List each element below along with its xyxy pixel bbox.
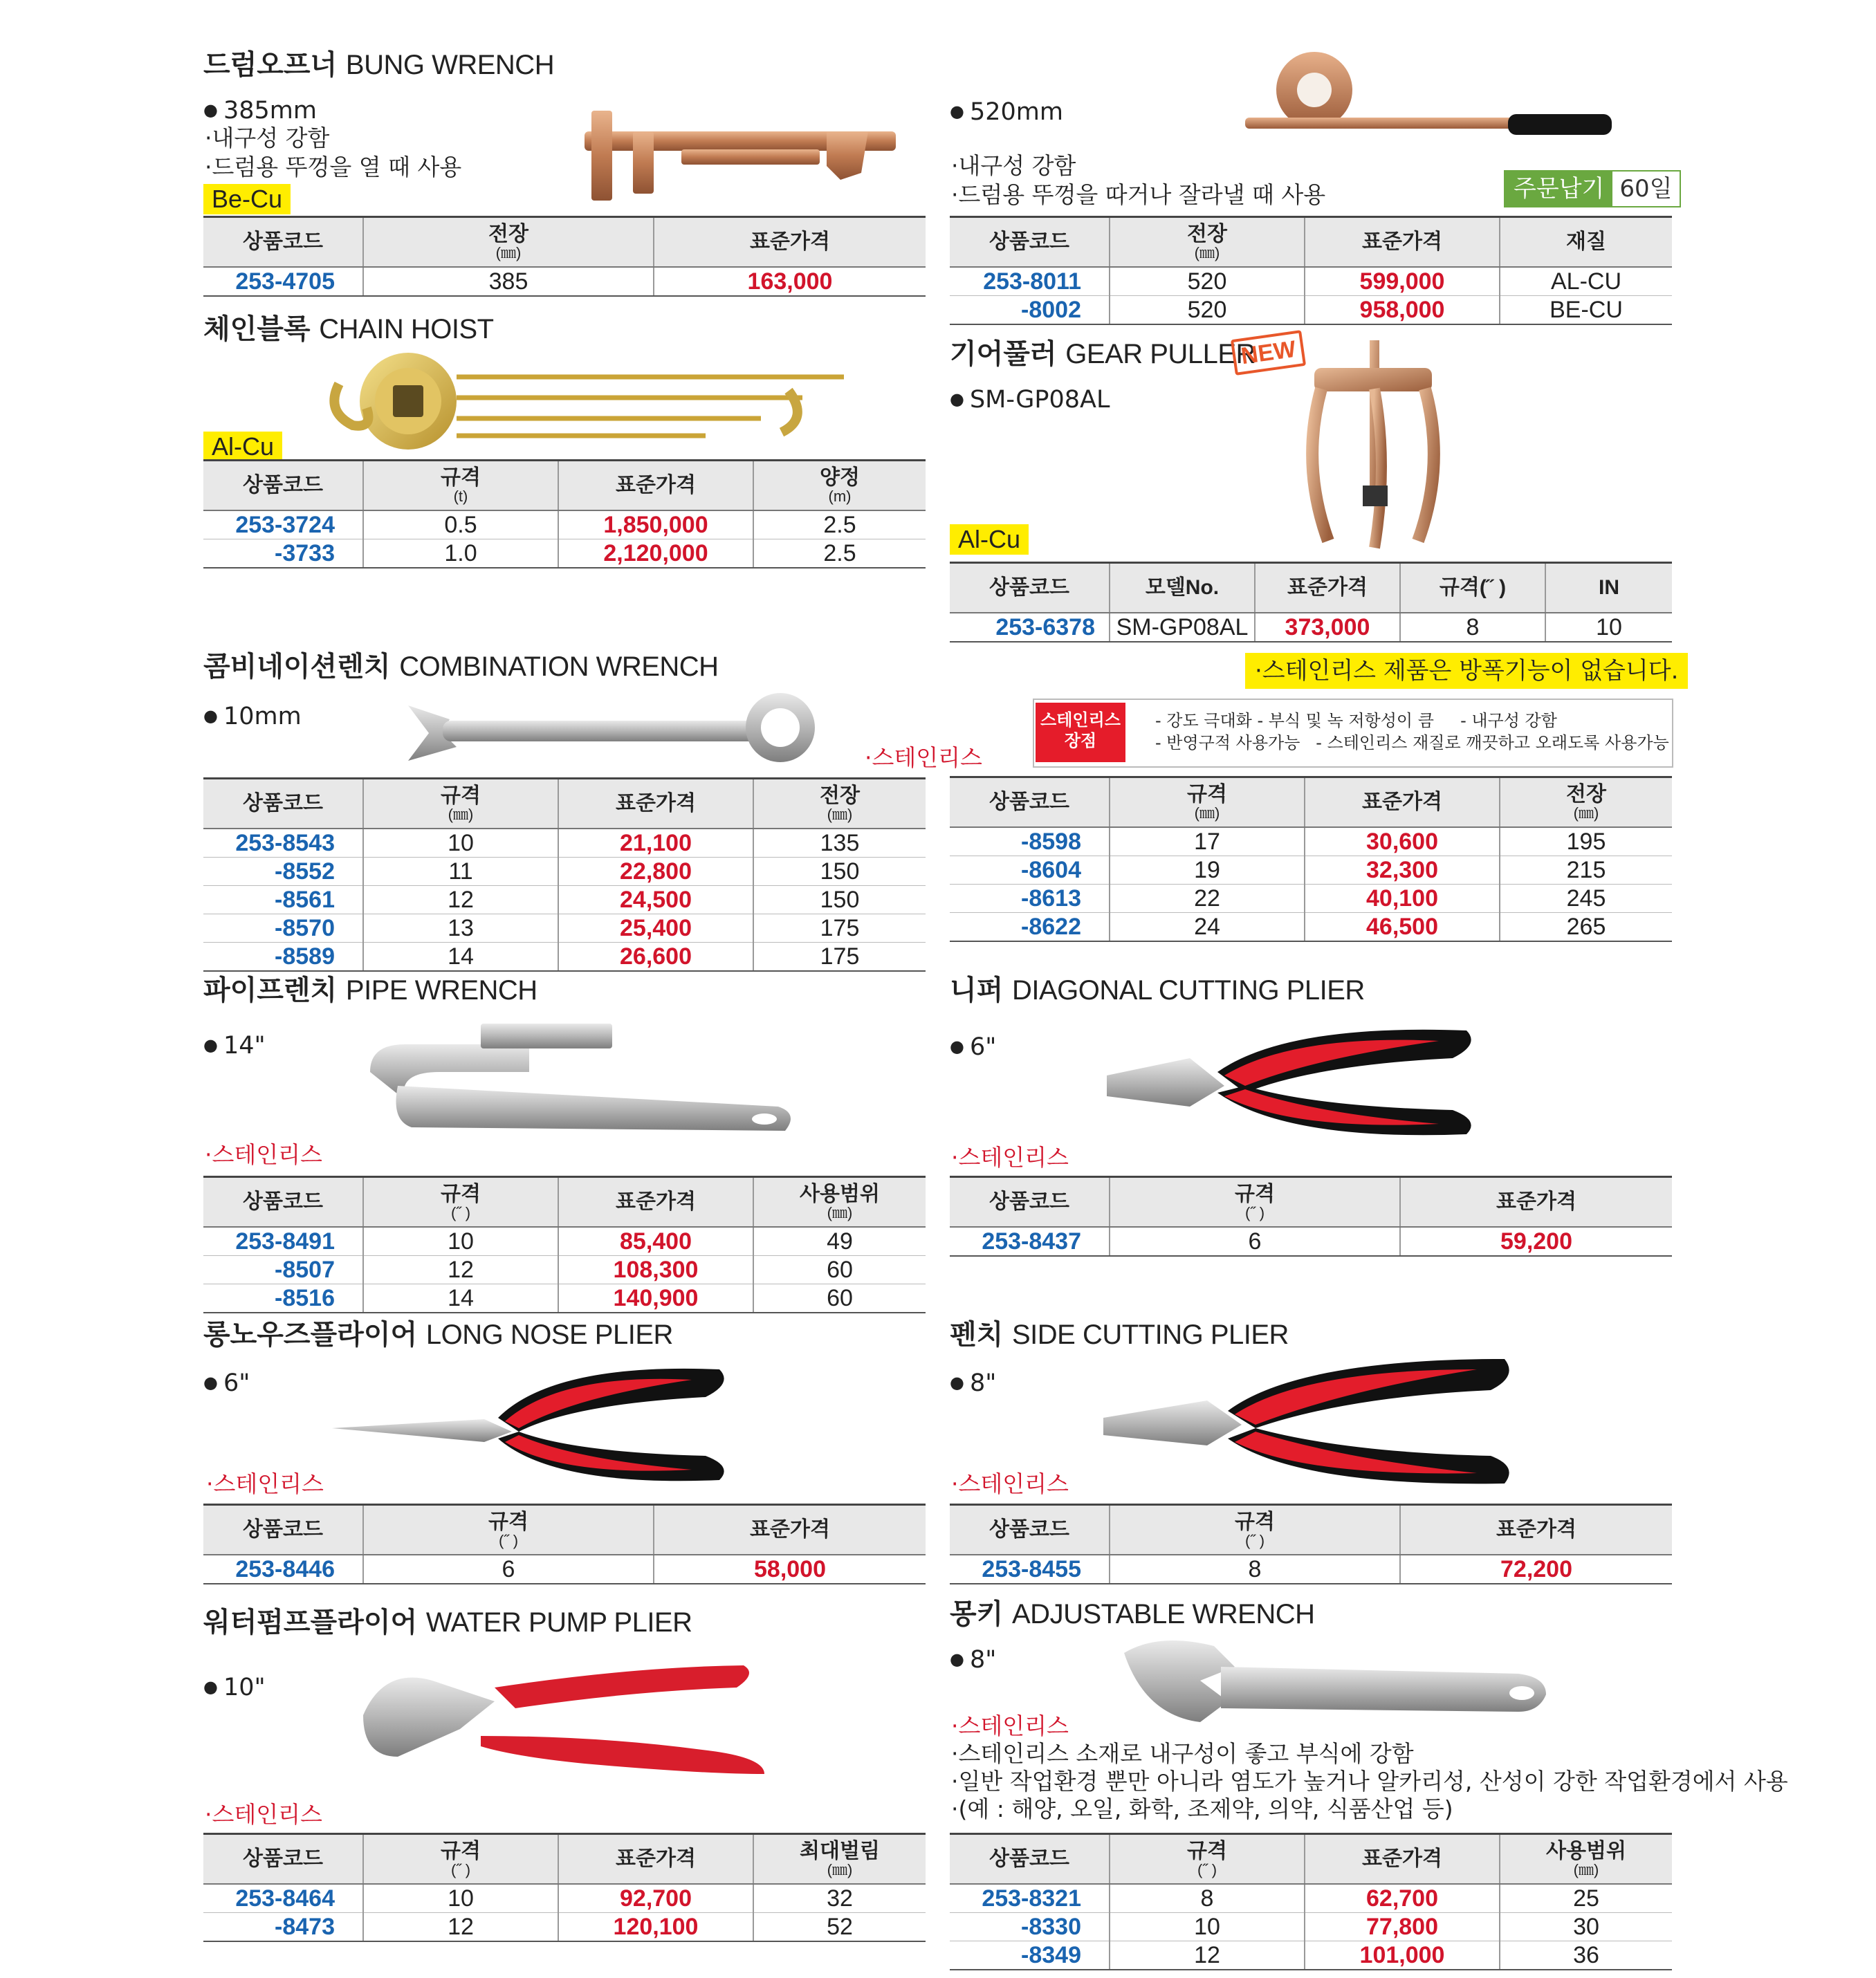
column-header: 전장 (㎜)	[1110, 217, 1305, 268]
table-cell: -8507	[203, 1256, 363, 1284]
water-pump-plier-image	[356, 1660, 771, 1784]
table-cell: 36	[1500, 1941, 1672, 1970]
col-header: 전장 (㎜)	[363, 217, 654, 268]
table-cell: -3733	[203, 539, 363, 569]
table-cell: 10	[363, 829, 558, 858]
table-cell: 22	[1110, 885, 1305, 913]
stainless-merit-box	[1033, 699, 1673, 768]
table-cell: 253-3724	[203, 510, 363, 539]
table-cell: -8613	[950, 885, 1110, 913]
column-header: 표준가격	[654, 1505, 926, 1555]
adjustable-wrench-title: 몽키 ADJUSTABLE WRENCH	[950, 1598, 1315, 1630]
table-cell: 253-4705	[203, 267, 363, 296]
table-row	[950, 1227, 1672, 1256]
diag-stainless-label: ·스테인리스	[951, 1144, 1069, 1171]
table-cell: -8570	[203, 914, 363, 943]
table-cell: 10	[1545, 613, 1672, 642]
table-cell: 195	[1500, 827, 1672, 856]
table-cell: -8589	[203, 943, 363, 972]
table-cell: 59,200	[1400, 1227, 1672, 1256]
bung-material-tag: Be-Cu	[203, 184, 291, 214]
table-cell: 10	[1110, 1913, 1305, 1941]
side-stainless-label: ·스테인리스	[951, 1470, 1069, 1497]
table-cell: 13	[363, 914, 558, 943]
table-cell: 24,500	[558, 886, 753, 914]
table-cell: 30,600	[1305, 827, 1500, 856]
table-cell: 12	[363, 1256, 558, 1284]
column-header: 규격 (t)	[363, 461, 558, 511]
column-header: 상품코드	[950, 1834, 1110, 1885]
bung-cutter-image	[1231, 48, 1633, 152]
bung2-size: ● 520mm	[950, 98, 1063, 128]
table-cell: 26,600	[558, 943, 753, 972]
column-header: 표준가격	[1305, 217, 1500, 268]
chain-material-tag: Al-Cu	[203, 432, 282, 462]
bung-note-2: ·드럼용 뚜껑을 열 때 사용	[205, 154, 462, 181]
water-table	[203, 1833, 926, 1942]
table-row	[203, 1284, 926, 1313]
table-cell: 12	[1110, 1941, 1305, 1970]
gear-puller-title: 기어풀러 GEAR PULLER	[950, 338, 1256, 370]
side-table	[950, 1504, 1672, 1584]
table-cell: 22,800	[558, 858, 753, 886]
table-cell: 8	[1110, 1884, 1305, 1913]
table-row	[203, 943, 926, 972]
column-header: 규격 (˝ )	[363, 1177, 558, 1228]
table-cell: 253-8011	[950, 267, 1110, 296]
table-cell: 25	[1500, 1884, 1672, 1913]
column-header: 규격 (㎜)	[1110, 777, 1305, 828]
column-header: 상품코드	[950, 563, 1110, 613]
table-cell: 253-8446	[203, 1555, 363, 1584]
table-cell: 40,100	[1305, 885, 1500, 913]
table-row	[203, 1256, 926, 1284]
table-cell: 49	[753, 1227, 926, 1256]
table-cell: 24	[1110, 913, 1305, 942]
bung2-table	[950, 216, 1672, 325]
table-cell: 520	[1110, 296, 1305, 325]
column-header: 표준가격	[558, 779, 753, 829]
table-cell: 58,000	[654, 1555, 926, 1584]
table-cell: BE-CU	[1500, 296, 1672, 325]
column-header: 표준가격	[1255, 563, 1400, 613]
table-cell: 85,400	[558, 1227, 753, 1256]
table-row	[950, 913, 1672, 942]
gear-model: ● SM-GP08AL	[950, 386, 1110, 416]
table-cell: -8622	[950, 913, 1110, 942]
table-cell: 6	[1110, 1227, 1400, 1256]
column-header: 사용범위 (㎜)	[1500, 1834, 1672, 1885]
merit-line-1: - 강도 극대화 - 부식 및 녹 저항성이 큼 - 내구성 강함	[1155, 711, 1557, 730]
side-cutting-plier-image	[1103, 1352, 1511, 1490]
table-cell: 14	[363, 1284, 558, 1313]
table-row	[950, 1913, 1672, 1941]
water-pump-plier-title: 워터펌프플라이어 WATER PUMP PLIER	[203, 1607, 692, 1638]
table-cell: 12	[363, 886, 558, 914]
table-cell: -8604	[950, 856, 1110, 885]
table-cell: 958,000	[1305, 296, 1500, 325]
long-nose-plier-image	[332, 1356, 733, 1494]
combination-wrench-title: 콤비네이션렌치 COMBINATION WRENCH	[203, 651, 719, 683]
table-cell: -8330	[950, 1913, 1110, 1941]
column-header: 규격 (˝ )	[1110, 1505, 1400, 1555]
table-cell: 72,200	[1400, 1555, 1672, 1584]
table-cell: 62,700	[1305, 1884, 1500, 1913]
table-cell: 30	[1500, 1913, 1672, 1941]
table-row	[950, 1555, 1672, 1584]
table-cell: 253-8491	[203, 1227, 363, 1256]
adjust-note-2: ·일반 작업환경 뿐만 아니라 염도가 높거나 알카리성, 산성이 강한 작업환경에서 사용	[951, 1768, 1788, 1795]
table-cell: 10	[363, 1884, 558, 1913]
water-stainless-label: ·스테인리스	[205, 1801, 322, 1828]
table-row	[203, 1227, 926, 1256]
table-cell: 373,000	[1255, 613, 1400, 642]
adjust-size: ● 8"	[950, 1646, 996, 1676]
table-row	[203, 510, 926, 539]
column-header: 표준가격	[1400, 1505, 1672, 1555]
delivery-badge: 주문납기 60일	[1504, 170, 1681, 207]
longnose-table	[203, 1504, 926, 1584]
table-cell: 32,300	[1305, 856, 1500, 885]
column-header: 상품코드	[203, 1834, 363, 1885]
column-header: 규격 (˝ )	[1110, 1177, 1400, 1228]
table-row	[950, 267, 1672, 296]
water-size: ● 10"	[203, 1674, 266, 1703]
table-cell: 21,100	[558, 829, 753, 858]
table-cell: 385	[363, 267, 654, 296]
column-header: IN	[1545, 563, 1672, 613]
table-cell: 150	[753, 886, 926, 914]
side-size: ● 8"	[950, 1369, 996, 1399]
adjustable-wrench-image	[1117, 1632, 1553, 1736]
table-cell: 140,900	[558, 1284, 753, 1313]
longnose-stainless-label: ·스테인리스	[206, 1470, 324, 1497]
table-cell: 11	[363, 858, 558, 886]
bung2-note-2: ·드럼용 뚜껑을 따거나 잘라낼 때 사용	[951, 181, 1326, 208]
column-header: 표준가격	[558, 461, 753, 511]
merit-label: 스테인리스 장점	[1036, 703, 1125, 762]
column-header: 규격 (㎜)	[363, 779, 558, 829]
column-header: 상품코드	[950, 1505, 1110, 1555]
table-cell: 1.0	[363, 539, 558, 569]
chain-hoist-title: 체인블록 CHAIN HOIST	[203, 313, 494, 345]
table-row	[203, 858, 926, 886]
table-cell: 52	[753, 1913, 926, 1942]
table-cell: 253-6378	[950, 613, 1110, 642]
bung-size: ● 385mm	[203, 97, 317, 127]
table-cell: 2.5	[753, 539, 926, 569]
table-cell: 19	[1110, 856, 1305, 885]
table-cell: 32	[753, 1884, 926, 1913]
table-cell: 265	[1500, 913, 1672, 942]
table-cell: -8552	[203, 858, 363, 886]
table-cell: -8561	[203, 886, 363, 914]
adjust-stainless-label: ·스테인리스	[951, 1712, 1069, 1739]
bung2-note-1: ·내구성 강함	[951, 152, 1076, 179]
adjust-table	[950, 1833, 1672, 1970]
column-header: 규격 (˝ )	[363, 1834, 558, 1885]
gear-material-tag: Al-Cu	[950, 524, 1029, 555]
table-cell: 599,000	[1305, 267, 1500, 296]
column-header: 상품코드	[950, 1177, 1110, 1228]
table-cell: 46,500	[1305, 913, 1500, 942]
table-cell: 77,800	[1305, 1913, 1500, 1941]
pipe-stainless-label: ·스테인리스	[205, 1141, 322, 1168]
column-header: 표준가격	[1305, 777, 1500, 828]
column-header: 전장 (㎜)	[1500, 777, 1672, 828]
table-cell: 163,000	[654, 267, 926, 296]
table-cell: 10	[363, 1227, 558, 1256]
table-cell: 8	[1110, 1555, 1400, 1584]
table-cell: -8516	[203, 1284, 363, 1313]
table-cell: -8473	[203, 1913, 363, 1942]
table-row	[203, 829, 926, 858]
table-cell: 253-8321	[950, 1884, 1110, 1913]
column-header: 상품코드	[203, 779, 363, 829]
table-cell: 60	[753, 1284, 926, 1313]
table-row	[203, 1884, 926, 1913]
longnose-size: ● 6"	[203, 1369, 250, 1399]
table-cell: 2.5	[753, 510, 926, 539]
column-header: 사용범위 (㎜)	[753, 1177, 926, 1228]
diag-size: ● 6"	[950, 1033, 996, 1063]
pipe-wrench-image	[356, 1010, 799, 1148]
bung-note-1: ·내구성 강함	[205, 124, 330, 151]
table-cell: 0.5	[363, 510, 558, 539]
diagonal-plier-image	[1107, 1010, 1473, 1162]
table-cell: 520	[1110, 267, 1305, 296]
table-row	[203, 1913, 926, 1942]
column-header: 상품코드	[950, 217, 1110, 268]
combo-table-right	[950, 776, 1672, 942]
table-cell: 8	[1400, 613, 1545, 642]
combo-stainless-label: ·스테인리스	[865, 744, 982, 771]
col-header: 상품코드	[203, 217, 363, 268]
table-cell: 253-8543	[203, 829, 363, 858]
column-header: 모델No.	[1110, 563, 1255, 613]
column-header: 상품코드	[203, 461, 363, 511]
table-row	[950, 296, 1672, 325]
table-row	[203, 1555, 926, 1584]
table-cell: 12	[363, 1913, 558, 1942]
long-nose-plier-title: 롱노우즈플라이어 LONG NOSE PLIER	[203, 1319, 673, 1351]
table-row	[950, 885, 1672, 913]
table-row	[203, 267, 926, 296]
table-cell: AL-CU	[1500, 267, 1672, 296]
column-header: 표준가격	[1305, 1834, 1500, 1885]
new-badge: NEW	[1231, 330, 1307, 376]
table-cell: 17	[1110, 827, 1305, 856]
adjust-note-3: ·(예 : 해양, 오일, 화학, 조제약, 의약, 식품산업 등)	[951, 1795, 1453, 1822]
combo-size: ● 10mm	[203, 703, 302, 732]
table-cell: 175	[753, 914, 926, 943]
table-cell: 245	[1500, 885, 1672, 913]
table-row	[950, 613, 1672, 642]
pipe-size: ● 14"	[203, 1032, 266, 1062]
col-header: 표준가격	[654, 217, 926, 268]
table-cell: 14	[363, 943, 558, 972]
merit-line-2: - 반영구적 사용가능 - 스테인리스 재질로 깨끗하고 오래도록 사용가능	[1155, 733, 1669, 752]
bung-wrench-image	[578, 104, 903, 207]
column-header: 규격 (˝ )	[363, 1505, 654, 1555]
gear-puller-image	[1287, 340, 1466, 555]
stainless-notice: ·스테인리스 제품은 방폭기능이 없습니다.	[1245, 653, 1688, 689]
table-cell: 253-8464	[203, 1884, 363, 1913]
table-cell: 1,850,000	[558, 510, 753, 539]
table-cell: 120,100	[558, 1913, 753, 1942]
gear-table	[950, 562, 1672, 643]
column-header: 양정 (m)	[753, 461, 926, 511]
column-header: 상품코드	[950, 777, 1110, 828]
column-header: 전장 (㎜)	[753, 779, 926, 829]
pipe-wrench-title: 파이프렌치 PIPE WRENCH	[203, 974, 537, 1006]
adjust-note-1: ·스테인리스 소재로 내구성이 좋고 부식에 강함	[951, 1740, 1414, 1767]
diagonal-plier-title: 니퍼 DIAGONAL CUTTING PLIER	[950, 974, 1365, 1006]
table-cell: 175	[753, 943, 926, 972]
column-header: 재질	[1500, 217, 1672, 268]
table-cell: 135	[753, 829, 926, 858]
column-header: 상품코드	[203, 1177, 363, 1228]
column-header: 상품코드	[203, 1505, 363, 1555]
table-row	[203, 914, 926, 943]
column-header: 표준가격	[558, 1834, 753, 1885]
column-header: 표준가격	[558, 1177, 753, 1228]
table-cell: 150	[753, 858, 926, 886]
table-row	[950, 1884, 1672, 1913]
chain-hoist-image	[318, 349, 872, 453]
table-cell: 92,700	[558, 1884, 753, 1913]
table-row	[203, 886, 926, 914]
combination-wrench-image	[401, 692, 823, 768]
table-cell: 60	[753, 1256, 926, 1284]
table-cell: -8349	[950, 1941, 1110, 1970]
table-cell: 25,400	[558, 914, 753, 943]
table-cell: 108,300	[558, 1256, 753, 1284]
pipe-table	[203, 1176, 926, 1313]
table-cell: 253-8437	[950, 1227, 1110, 1256]
table-row	[950, 827, 1672, 856]
chain-table	[203, 459, 926, 569]
table-cell: 215	[1500, 856, 1672, 885]
table-cell: -8598	[950, 827, 1110, 856]
column-header: 표준가격	[1400, 1177, 1672, 1228]
table-row	[203, 539, 926, 569]
bung-table	[203, 216, 926, 297]
table-cell: 253-8455	[950, 1555, 1110, 1584]
table-row	[950, 1941, 1672, 1970]
table-cell: -8002	[950, 296, 1110, 325]
table-cell: 101,000	[1305, 1941, 1500, 1970]
table-cell: 2,120,000	[558, 539, 753, 569]
column-header: 규격(˝ )	[1400, 563, 1545, 613]
diag-table	[950, 1176, 1672, 1257]
side-cutting-plier-title: 펜치 SIDE CUTTING PLIER	[950, 1319, 1289, 1351]
table-cell: SM-GP08AL	[1110, 613, 1255, 642]
column-header: 규격 (˝ )	[1110, 1834, 1305, 1885]
column-header: 최대벌림 (㎜)	[753, 1834, 926, 1885]
bung-wrench-title: 드럼오프너 BUNG WRENCH	[203, 49, 555, 81]
combo-table-left	[203, 777, 926, 972]
table-row	[950, 856, 1672, 885]
table-cell: 6	[363, 1555, 654, 1584]
